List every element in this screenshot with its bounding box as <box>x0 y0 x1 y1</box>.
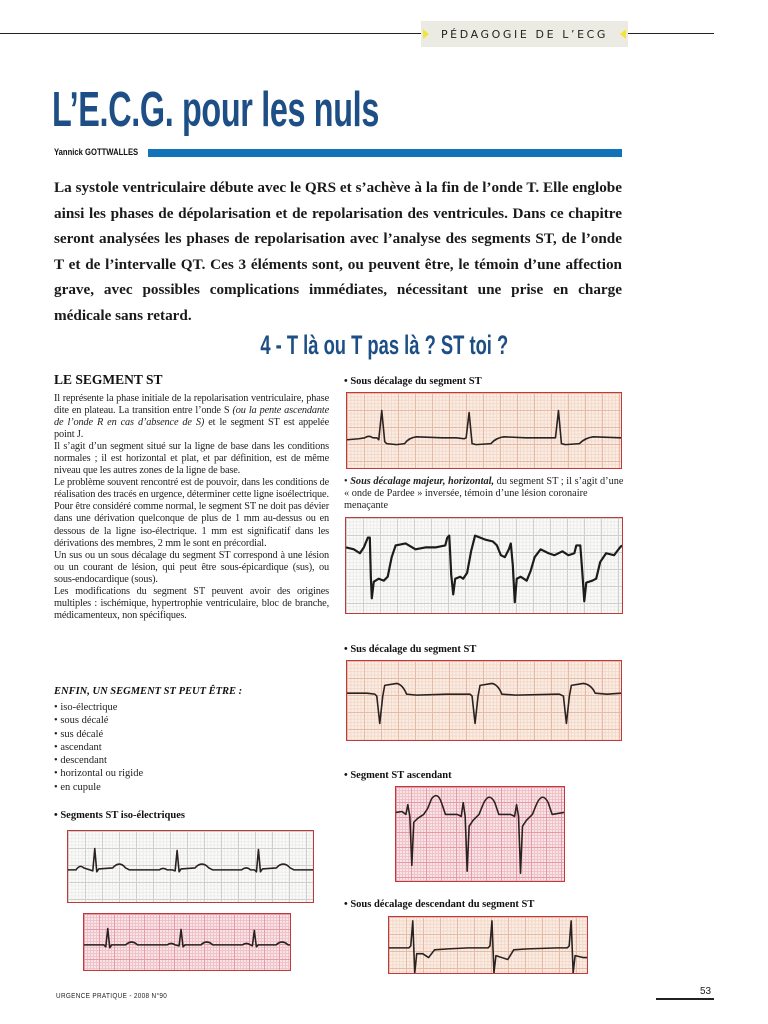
section-title: LE SEGMENT ST <box>54 372 163 387</box>
caption-sus-decalage: • Sus décalage du segment ST <box>344 644 476 655</box>
ecg-sous-decalage-majeur <box>345 517 623 614</box>
caption-descendant: • Sous décalage descendant du segment ST <box>344 899 534 910</box>
ecg-sous-decalage <box>346 392 622 469</box>
article-title: L’E.C.G. pour les nuls <box>52 83 379 137</box>
list-title: ENFIN, UN SEGMENT ST PEUT ÊTRE : <box>54 686 243 697</box>
page-number-rule <box>656 998 714 1000</box>
list-item: • sous décalé <box>54 714 143 727</box>
ecg-ascendant <box>395 786 565 882</box>
paragraph-3: Le problème souvent rencontré est de pouvoir, dans les conditions de réalisation des tracés en urgence, déterminer cette ligne isoélectrique. <box>54 477 329 501</box>
section-banner-label: PÉDAGOGIE DE L’ECG <box>440 27 609 41</box>
author-name: Yannick GOTTWALLES <box>54 147 139 157</box>
ecg-descendant <box>388 916 588 974</box>
list-item: • descendant <box>54 754 143 767</box>
journal-footer: URGENCE PRATIQUE - 2008 N°90 <box>56 991 168 1000</box>
list-item: • en cupule <box>54 781 143 794</box>
paragraph-5: Un sus ou un sous décalage du segment ST correspond à une lésion ou un courant de lésion, qui peut être sous-épicardique (sus), ou sous-endocardique (sous). <box>54 549 329 585</box>
list-item: • sus décalé <box>54 728 143 741</box>
chapter-heading-text: 4 - T là ou T pas là ? ST toi ? <box>260 330 508 360</box>
ecg-iso-electric-1 <box>67 830 314 903</box>
intro-paragraph: La systole ventriculaire débute avec le QRS et s’achève à la fin de l’onde T. Elle englobe ainsi les phases de dépolarisation et de repolarisation des ventricules. Dans ce chapitre seront analysées les phases de repolarisation avec l’analyse des segments ST, de l’onde T et de l’intervalle QT. Ces 3 éléments sont, ou peuvent être, le témoin d’une affection grave, avec possibles complications immédiates, nécessitant une prise en charge médicale sans retard. <box>54 179 622 324</box>
author-rule <box>148 149 622 157</box>
caption-iso-electric: • Segments ST iso-électriques <box>54 810 185 821</box>
bullet: • <box>344 476 351 487</box>
paragraph-1: Il représente la phase initiale de la repolarisation ventriculaire, phase dite en plateau. La transition entre l’onde S (ou la pente ascendante de l’onde R en cas d’absence de S) et le segment ST est appelée point J. <box>54 393 329 441</box>
banner-marker-icon <box>620 29 626 39</box>
list-item: • ascendant <box>54 741 143 754</box>
paragraph-2: Il s’agit d’un segment situé sur la ligne de base dans les conditions normales ; il est horizontal et plat, et par définition, est de même niveau que les autres zones de la ligne de base. <box>54 441 329 477</box>
banner-marker-icon <box>423 29 429 39</box>
page-number: 53 <box>700 986 712 997</box>
caption-sous-decalage: • Sous décalage du segment ST <box>344 376 482 387</box>
paragraph-6: Les modifications du segment ST peuvent avoir des origines multiples : ischémique, hypertrophie ventriculaire, bloc de branche, médicamenteux, non spécifiques. <box>54 585 329 621</box>
st-types-list <box>54 701 143 794</box>
ecg-iso-electric-2 <box>83 913 291 971</box>
list-item: • horizontal ou rigide <box>54 767 143 780</box>
header-rule-left <box>0 33 422 34</box>
ecg-sus-decalage <box>346 660 622 741</box>
paragraph-4: Pour être considéré comme normal, le segment ST ne doit pas dévier dans une dérivation quelconque de plus de 1 mm au-dessus ou en dessous de la ligne iso-électrique. 1 mm est significatif dans les dérivations des membres, 2 mm le sont en précordial. <box>54 501 329 549</box>
header-rule-right <box>628 33 714 34</box>
chapter-heading <box>0 330 768 361</box>
caption-ascendant: • Segment ST ascendant <box>344 770 452 781</box>
section-banner <box>421 21 628 47</box>
list-item: • iso-électrique <box>54 701 143 714</box>
body-text <box>54 393 329 622</box>
caption-sous-decalage-majeur: • Sous décalage majeur, horizontal, du segment ST ; il s’agit d’une « onde de Pardee » inversée, témoin d’une lésion coronaire menaçante <box>344 476 624 511</box>
